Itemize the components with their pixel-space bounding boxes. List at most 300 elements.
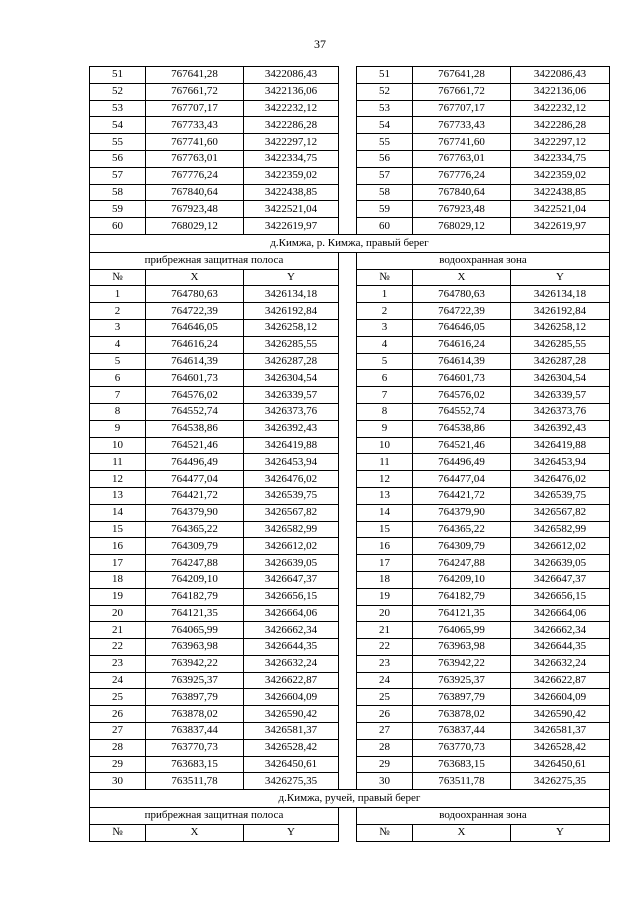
table-gap — [339, 808, 357, 825]
point-number: 29 — [357, 756, 413, 773]
section-title: д.Кимжа, ручей, правый берег — [90, 790, 610, 808]
x-coordinate: 767776,24 — [146, 167, 244, 184]
x-coordinate: 763878,02 — [146, 706, 244, 723]
table-row — [90, 286, 610, 303]
x-coordinate: 767763,01 — [413, 150, 511, 167]
y-coordinate: 3422619,97 — [244, 218, 339, 235]
table-gap — [339, 167, 357, 184]
table-row — [90, 521, 610, 538]
table-gap — [339, 538, 357, 555]
zone-title-row — [90, 808, 610, 825]
table-row — [90, 504, 610, 521]
y-coordinate: 3426647,37 — [511, 571, 610, 588]
x-coordinate: 768029,12 — [413, 218, 511, 235]
table-gap — [339, 588, 357, 605]
table-row — [90, 303, 610, 320]
point-number: 10 — [357, 437, 413, 454]
y-coordinate: 3426275,35 — [511, 773, 610, 790]
point-number: 53 — [357, 100, 413, 117]
x-coordinate: 767741,60 — [413, 134, 511, 151]
y-coordinate: 3426539,75 — [511, 487, 610, 504]
y-coordinate: 3426567,82 — [511, 504, 610, 521]
table-row — [90, 403, 610, 420]
point-number: 26 — [357, 706, 413, 723]
y-coordinate: 3426612,02 — [511, 538, 610, 555]
point-number: 22 — [90, 639, 146, 656]
table-gap — [339, 370, 357, 387]
x-coordinate: 764421,72 — [146, 487, 244, 504]
table-gap — [339, 286, 357, 303]
point-number: 17 — [90, 555, 146, 572]
point-number: 5 — [90, 353, 146, 370]
x-coordinate: 764209,10 — [146, 571, 244, 588]
table-row — [90, 83, 610, 100]
x-coordinate: 763837,44 — [146, 723, 244, 740]
y-coordinate: 3426339,57 — [244, 387, 339, 404]
table-row — [90, 773, 610, 790]
x-coordinate: 763925,37 — [413, 672, 511, 689]
point-number: 16 — [90, 538, 146, 555]
y-coordinate: 3426622,87 — [244, 672, 339, 689]
y-coordinate: 3426664,06 — [244, 605, 339, 622]
point-number: 27 — [357, 723, 413, 740]
table-gap — [339, 773, 357, 790]
point-number: 4 — [357, 336, 413, 353]
x-coordinate: 763878,02 — [413, 706, 511, 723]
x-coordinate: 764121,35 — [413, 605, 511, 622]
table-gap — [339, 83, 357, 100]
table-row — [90, 605, 610, 622]
y-coordinate: 3422359,02 — [244, 167, 339, 184]
x-coordinate: 763942,22 — [413, 655, 511, 672]
y-coordinate: 3426656,15 — [244, 588, 339, 605]
x-coordinate: 764247,88 — [413, 555, 511, 572]
table-row — [90, 739, 610, 756]
table-row — [90, 134, 610, 151]
table-gap — [339, 336, 357, 353]
y-coordinate: 3426134,18 — [511, 286, 610, 303]
number-column-header: № — [357, 824, 413, 841]
point-number: 28 — [90, 739, 146, 756]
point-number: 9 — [357, 420, 413, 437]
y-coordinate: 3426647,37 — [244, 571, 339, 588]
table-gap — [339, 437, 357, 454]
table-gap — [339, 252, 357, 269]
y-coordinate: 3426339,57 — [511, 387, 610, 404]
point-number: 15 — [357, 521, 413, 538]
x-coordinate: 764722,39 — [146, 303, 244, 320]
table-row — [90, 555, 610, 572]
x-coordinate: 764496,49 — [413, 454, 511, 471]
table-gap — [339, 504, 357, 521]
y-coordinate: 3426582,99 — [244, 521, 339, 538]
table-row — [90, 571, 610, 588]
table-gap — [339, 605, 357, 622]
point-number: 12 — [90, 471, 146, 488]
point-number: 59 — [357, 201, 413, 218]
table-gap — [339, 387, 357, 404]
y-coordinate: 3426285,55 — [244, 336, 339, 353]
x-coordinate: 764065,99 — [413, 622, 511, 639]
y-coordinate: 3426590,42 — [511, 706, 610, 723]
point-number: 1 — [90, 286, 146, 303]
x-coordinate: 764552,74 — [146, 403, 244, 420]
table-row — [90, 184, 610, 201]
x-coordinate: 764552,74 — [413, 403, 511, 420]
number-column-header: № — [90, 269, 146, 286]
y-coordinate: 3422438,85 — [511, 184, 610, 201]
y-coordinate: 3426373,76 — [244, 403, 339, 420]
x-column-header: X — [146, 269, 244, 286]
y-coordinate: 3426476,02 — [244, 471, 339, 488]
point-number: 27 — [90, 723, 146, 740]
x-coordinate: 767707,17 — [413, 100, 511, 117]
y-column-header: Y — [511, 269, 610, 286]
table-gap — [339, 353, 357, 370]
point-number: 54 — [357, 117, 413, 134]
x-coordinate: 764601,73 — [146, 370, 244, 387]
table-row — [90, 370, 610, 387]
x-coordinate: 764309,79 — [146, 538, 244, 555]
point-number: 15 — [90, 521, 146, 538]
table-row — [90, 336, 610, 353]
x-coordinate: 764614,39 — [413, 353, 511, 370]
x-coordinate: 764521,46 — [413, 437, 511, 454]
table-gap — [339, 403, 357, 420]
table-gap — [339, 739, 357, 756]
point-number: 30 — [90, 773, 146, 790]
section-title-row — [90, 790, 610, 808]
y-coordinate: 3426604,09 — [244, 689, 339, 706]
point-number: 24 — [357, 672, 413, 689]
y-coordinate: 3426373,76 — [511, 403, 610, 420]
y-coordinate: 3426453,94 — [244, 454, 339, 471]
y-coordinate: 3426258,12 — [244, 319, 339, 336]
x-coordinate: 764065,99 — [146, 622, 244, 639]
x-coordinate: 763942,22 — [146, 655, 244, 672]
point-number: 2 — [357, 303, 413, 320]
x-coordinate: 764538,86 — [413, 420, 511, 437]
y-coordinate: 3426419,88 — [244, 437, 339, 454]
table-gap — [339, 571, 357, 588]
point-number: 3 — [90, 319, 146, 336]
x-coordinate: 764496,49 — [146, 454, 244, 471]
point-number: 11 — [90, 454, 146, 471]
x-coordinate: 767840,64 — [146, 184, 244, 201]
y-coordinate: 3426639,05 — [244, 555, 339, 572]
y-column-header: Y — [244, 269, 339, 286]
table-gap — [339, 555, 357, 572]
y-coordinate: 3426604,09 — [511, 689, 610, 706]
table-gap — [339, 319, 357, 336]
point-number: 53 — [90, 100, 146, 117]
y-coordinate: 3422286,28 — [244, 117, 339, 134]
table-row — [90, 437, 610, 454]
x-coordinate: 767923,48 — [146, 201, 244, 218]
table-gap — [339, 756, 357, 773]
section-title-row — [90, 234, 610, 252]
table-gap — [339, 487, 357, 504]
y-coordinate: 3426644,35 — [244, 639, 339, 656]
point-number: 20 — [90, 605, 146, 622]
point-number: 13 — [90, 487, 146, 504]
x-coordinate: 767641,28 — [413, 67, 511, 84]
x-coordinate: 768029,12 — [146, 218, 244, 235]
table-gap — [339, 150, 357, 167]
table-gap — [339, 218, 357, 235]
table-gap — [339, 689, 357, 706]
x-column-header: X — [413, 269, 511, 286]
y-coordinate: 3422438,85 — [244, 184, 339, 201]
y-coordinate: 3426453,94 — [511, 454, 610, 471]
point-number: 51 — [357, 67, 413, 84]
x-coordinate: 767661,72 — [413, 83, 511, 100]
table-gap — [339, 706, 357, 723]
x-coordinate: 763511,78 — [146, 773, 244, 790]
column-header-row — [90, 824, 610, 841]
y-coordinate: 3422521,04 — [511, 201, 610, 218]
x-coordinate: 767776,24 — [413, 167, 511, 184]
x-coordinate: 767741,60 — [146, 134, 244, 151]
table-row — [90, 639, 610, 656]
point-number: 16 — [357, 538, 413, 555]
x-coordinate: 764780,63 — [413, 286, 511, 303]
y-coordinate: 3422232,12 — [244, 100, 339, 117]
table-gap — [339, 420, 357, 437]
y-coordinate: 3426567,82 — [244, 504, 339, 521]
y-coordinate: 3426632,24 — [244, 655, 339, 672]
x-coordinate: 764209,10 — [413, 571, 511, 588]
x-coordinate: 764365,22 — [146, 521, 244, 538]
x-coordinate: 767707,17 — [146, 100, 244, 117]
x-coordinate: 763925,37 — [146, 672, 244, 689]
x-coordinate: 763897,79 — [146, 689, 244, 706]
point-number: 6 — [90, 370, 146, 387]
table-row — [90, 387, 610, 404]
point-number: 17 — [357, 555, 413, 572]
number-column-header: № — [90, 824, 146, 841]
table-row — [90, 150, 610, 167]
y-coordinate: 3426304,54 — [244, 370, 339, 387]
y-coordinate: 3426450,61 — [244, 756, 339, 773]
table-gap — [339, 201, 357, 218]
x-coordinate: 764576,02 — [146, 387, 244, 404]
point-number: 21 — [90, 622, 146, 639]
x-column-header: X — [146, 824, 244, 841]
x-coordinate: 767661,72 — [146, 83, 244, 100]
water-protection-zone-title: водоохранная зона — [357, 252, 610, 269]
table-row — [90, 201, 610, 218]
x-coordinate: 763837,44 — [413, 723, 511, 740]
table-row — [90, 655, 610, 672]
table-gap — [339, 639, 357, 656]
y-coordinate: 3422232,12 — [511, 100, 610, 117]
x-coordinate: 764780,63 — [146, 286, 244, 303]
point-number: 20 — [357, 605, 413, 622]
y-coordinate: 3422359,02 — [511, 167, 610, 184]
page-number: 37 — [314, 37, 326, 51]
y-coordinate: 3422086,43 — [244, 67, 339, 84]
y-coordinate: 3426275,35 — [244, 773, 339, 790]
table-gap — [339, 622, 357, 639]
x-coordinate: 764182,79 — [413, 588, 511, 605]
y-coordinate: 3426528,42 — [511, 739, 610, 756]
zone-title-row — [90, 252, 610, 269]
x-coordinate: 763770,73 — [146, 739, 244, 756]
x-coordinate: 764365,22 — [413, 521, 511, 538]
point-number: 25 — [90, 689, 146, 706]
table-row — [90, 454, 610, 471]
y-coordinate: 3426664,06 — [511, 605, 610, 622]
table-row — [90, 487, 610, 504]
table-row — [90, 689, 610, 706]
table-row — [90, 67, 610, 84]
y-coordinate: 3422297,12 — [511, 134, 610, 151]
point-number: 12 — [357, 471, 413, 488]
y-coordinate: 3426287,28 — [511, 353, 610, 370]
point-number: 18 — [90, 571, 146, 588]
x-coordinate: 764247,88 — [146, 555, 244, 572]
y-coordinate: 3426639,05 — [511, 555, 610, 572]
x-coordinate: 764576,02 — [413, 387, 511, 404]
point-number: 14 — [357, 504, 413, 521]
y-coordinate: 3426632,24 — [511, 655, 610, 672]
x-coordinate: 764379,90 — [146, 504, 244, 521]
point-number: 54 — [90, 117, 146, 134]
table-gap — [339, 303, 357, 320]
point-number: 56 — [90, 150, 146, 167]
point-number: 25 — [357, 689, 413, 706]
point-number: 10 — [90, 437, 146, 454]
number-column-header: № — [357, 269, 413, 286]
x-coordinate: 764646,05 — [146, 319, 244, 336]
point-number: 14 — [90, 504, 146, 521]
coordinates-table — [89, 66, 610, 842]
point-number: 23 — [357, 655, 413, 672]
point-number: 3 — [357, 319, 413, 336]
table-gap — [339, 100, 357, 117]
x-coordinate: 764477,04 — [146, 471, 244, 488]
y-coordinate: 3422334,75 — [511, 150, 610, 167]
x-coordinate: 767840,64 — [413, 184, 511, 201]
y-coordinate: 3422136,06 — [244, 83, 339, 100]
point-number: 13 — [357, 487, 413, 504]
y-coordinate: 3426581,37 — [511, 723, 610, 740]
point-number: 21 — [357, 622, 413, 639]
y-coordinate: 3422086,43 — [511, 67, 610, 84]
y-coordinate: 3426285,55 — [511, 336, 610, 353]
table-gap — [339, 521, 357, 538]
table-row — [90, 706, 610, 723]
table-row — [90, 117, 610, 134]
table-gap — [339, 184, 357, 201]
x-coordinate: 767733,43 — [413, 117, 511, 134]
y-column-header: Y — [244, 824, 339, 841]
y-coordinate: 3426192,84 — [244, 303, 339, 320]
y-coordinate: 3426392,43 — [511, 420, 610, 437]
point-number: 30 — [357, 773, 413, 790]
point-number: 1 — [357, 286, 413, 303]
point-number: 26 — [90, 706, 146, 723]
x-coordinate: 763897,79 — [413, 689, 511, 706]
y-coordinate: 3426528,42 — [244, 739, 339, 756]
table-row — [90, 471, 610, 488]
y-coordinate: 3426419,88 — [511, 437, 610, 454]
point-number: 19 — [357, 588, 413, 605]
x-coordinate: 764309,79 — [413, 538, 511, 555]
column-header-row — [90, 269, 610, 286]
y-coordinate: 3422334,75 — [244, 150, 339, 167]
y-coordinate: 3422136,06 — [511, 83, 610, 100]
y-coordinate: 3426662,34 — [244, 622, 339, 639]
point-number: 58 — [90, 184, 146, 201]
point-number: 55 — [90, 134, 146, 151]
table-gap — [339, 655, 357, 672]
y-coordinate: 3426590,42 — [244, 706, 339, 723]
table-gap — [339, 117, 357, 134]
y-coordinate: 3426287,28 — [244, 353, 339, 370]
point-number: 4 — [90, 336, 146, 353]
x-coordinate: 764646,05 — [413, 319, 511, 336]
x-coordinate: 764477,04 — [413, 471, 511, 488]
table-row — [90, 588, 610, 605]
x-coordinate: 763683,15 — [413, 756, 511, 773]
x-coordinate: 763963,98 — [413, 639, 511, 656]
x-coordinate: 763683,15 — [146, 756, 244, 773]
table-gap — [339, 269, 357, 286]
x-column-header: X — [413, 824, 511, 841]
point-number: 60 — [90, 218, 146, 235]
point-number: 7 — [357, 387, 413, 404]
point-number: 60 — [357, 218, 413, 235]
point-number: 52 — [357, 83, 413, 100]
x-coordinate: 764182,79 — [146, 588, 244, 605]
y-coordinate: 3426581,37 — [244, 723, 339, 740]
water-protection-zone-title: водоохранная зона — [357, 808, 610, 825]
x-coordinate: 764601,73 — [413, 370, 511, 387]
y-coordinate: 3426192,84 — [511, 303, 610, 320]
x-coordinate: 767763,01 — [146, 150, 244, 167]
point-number: 57 — [90, 167, 146, 184]
x-coordinate: 767733,43 — [146, 117, 244, 134]
point-number: 24 — [90, 672, 146, 689]
point-number: 5 — [357, 353, 413, 370]
point-number: 57 — [357, 167, 413, 184]
point-number: 22 — [357, 639, 413, 656]
table-gap — [339, 672, 357, 689]
table-row — [90, 672, 610, 689]
x-coordinate: 764616,24 — [413, 336, 511, 353]
point-number: 28 — [357, 739, 413, 756]
x-coordinate: 767641,28 — [146, 67, 244, 84]
y-coordinate: 3422286,28 — [511, 117, 610, 134]
protective-strip-title: прибрежная защитная полоса — [90, 808, 339, 825]
y-coordinate: 3426258,12 — [511, 319, 610, 336]
x-coordinate: 763511,78 — [413, 773, 511, 790]
table-row — [90, 319, 610, 336]
x-coordinate: 764538,86 — [146, 420, 244, 437]
point-number: 59 — [90, 201, 146, 218]
table-gap — [339, 471, 357, 488]
point-number: 11 — [357, 454, 413, 471]
x-coordinate: 764521,46 — [146, 437, 244, 454]
point-number: 9 — [90, 420, 146, 437]
y-coordinate: 3426644,35 — [511, 639, 610, 656]
x-coordinate: 767923,48 — [413, 201, 511, 218]
y-column-header: Y — [511, 824, 610, 841]
y-coordinate: 3422521,04 — [244, 201, 339, 218]
x-coordinate: 764421,72 — [413, 487, 511, 504]
